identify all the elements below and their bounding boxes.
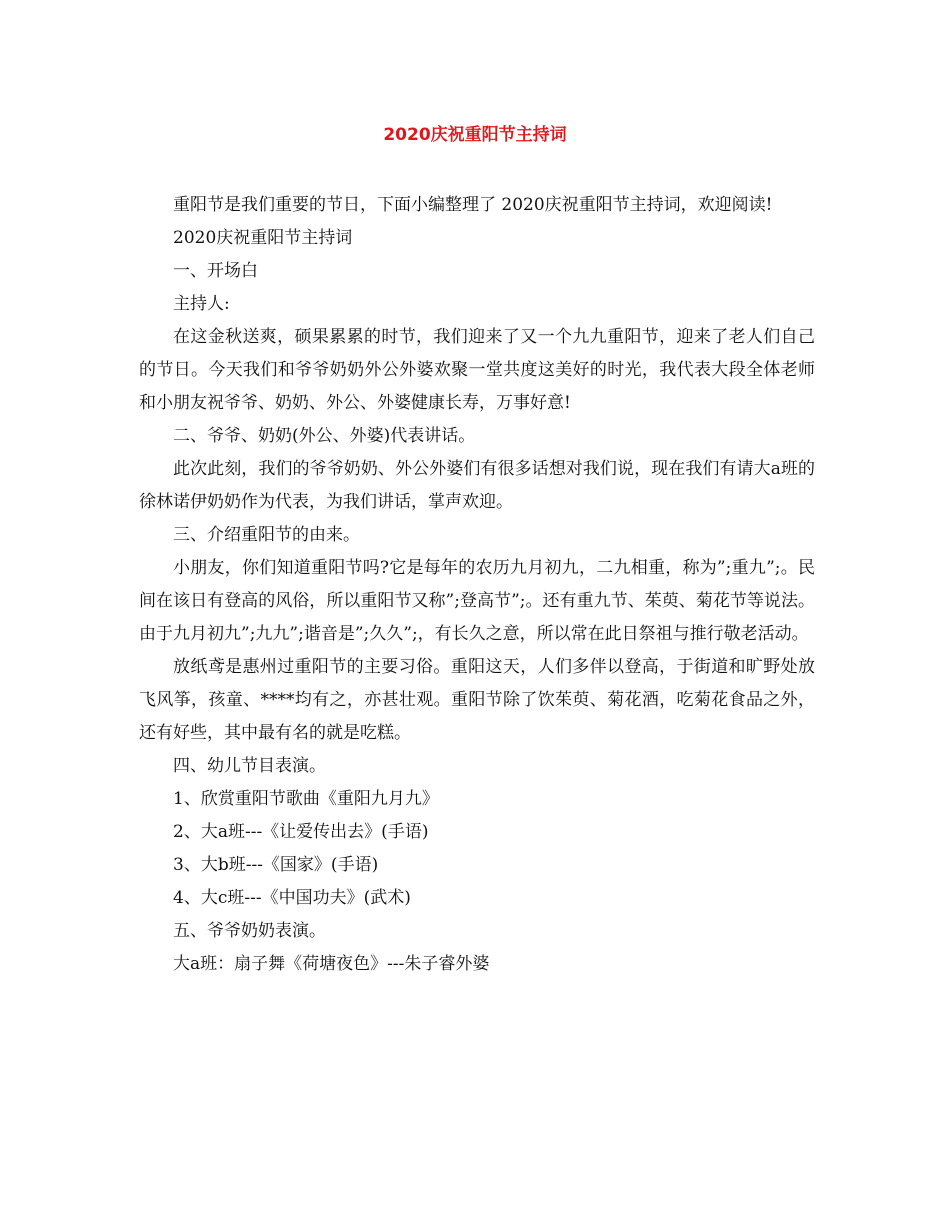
subtitle-line: 2020庆祝重阳节主持词 (173, 228, 353, 248)
grandparents-speech-paragraph: 此次此刻，我们的爷爷奶奶、外公外婆们有很多话想对我们说，现在我们有请大a班的徐林诺伊奶奶作为代表，为我们讲话，掌声欢迎。 (139, 459, 815, 512)
intro-paragraph: 重阳节是我们重要的节日，下面小编整理了 2020庆祝重阳节主持词，欢迎阅读! (173, 195, 773, 215)
program-item-3: 3、大b班---《国家》(手语) (173, 855, 379, 875)
origin-paragraph: 小朋友，你们知道重阳节吗?它是每年的农历九月初九，二九相重，称为”;重九”;。民间在该日有登高的风俗，所以重阳节又称”;登高节”;。还有重九节、茱萸、菊花节等说法。由于九月初九”;九九”;谐音是”;久久”;，有长久之意，所以常在此日祭祖与推行敬老活动。 (139, 558, 815, 644)
section-heading-origin: 三、介绍重阳节的由来。 (173, 525, 360, 545)
document-body (139, 189, 815, 981)
section-heading-opening: 一、开场白 (173, 261, 258, 281)
customs-paragraph: 放纸鸢是惠州过重阳节的主要习俗。重阳这天，人们多伴以登高，于街道和旷野处放飞风筝，孩童、****均有之，亦甚壮观。重阳节除了饮茱萸、菊花酒，吃菊花食品之外，还有好些，其中最有名的就是吃糕。 (139, 657, 815, 743)
section-heading-children-performance: 四、幼儿节目表演。 (173, 756, 326, 776)
host-label: 主持人: (173, 294, 230, 314)
program-item-1: 1、欣赏重阳节歌曲《重阳九月九》 (173, 789, 439, 809)
opening-paragraph: 在这金秋送爽，硕果累累的时节，我们迎来了又一个九九重阳节，迎来了老人们自己的节日。今天我们和爷爷奶奶外公外婆欢聚一堂共度这美好的时光，我代表大段全体老师和小朋友祝爷爷、奶奶、外公、外婆健康长寿，万事好意! (139, 327, 815, 413)
program-item-4: 4、大c班---《中国功夫》(武术) (173, 888, 411, 908)
grandparents-performance-item: 大a班：扇子舞《荷塘夜色》---朱子睿外婆 (173, 954, 490, 974)
document-title: 2020庆祝重阳节主持词 (383, 125, 567, 145)
section-heading-grandparents-performance: 五、爷爷奶奶表演。 (173, 921, 326, 941)
program-item-2: 2、大a班---《让爱传出去》(手语) (173, 822, 429, 842)
section-heading-grandparents-speech: 二、爷爷、奶奶(外公、外婆)代表讲话。 (173, 426, 476, 446)
